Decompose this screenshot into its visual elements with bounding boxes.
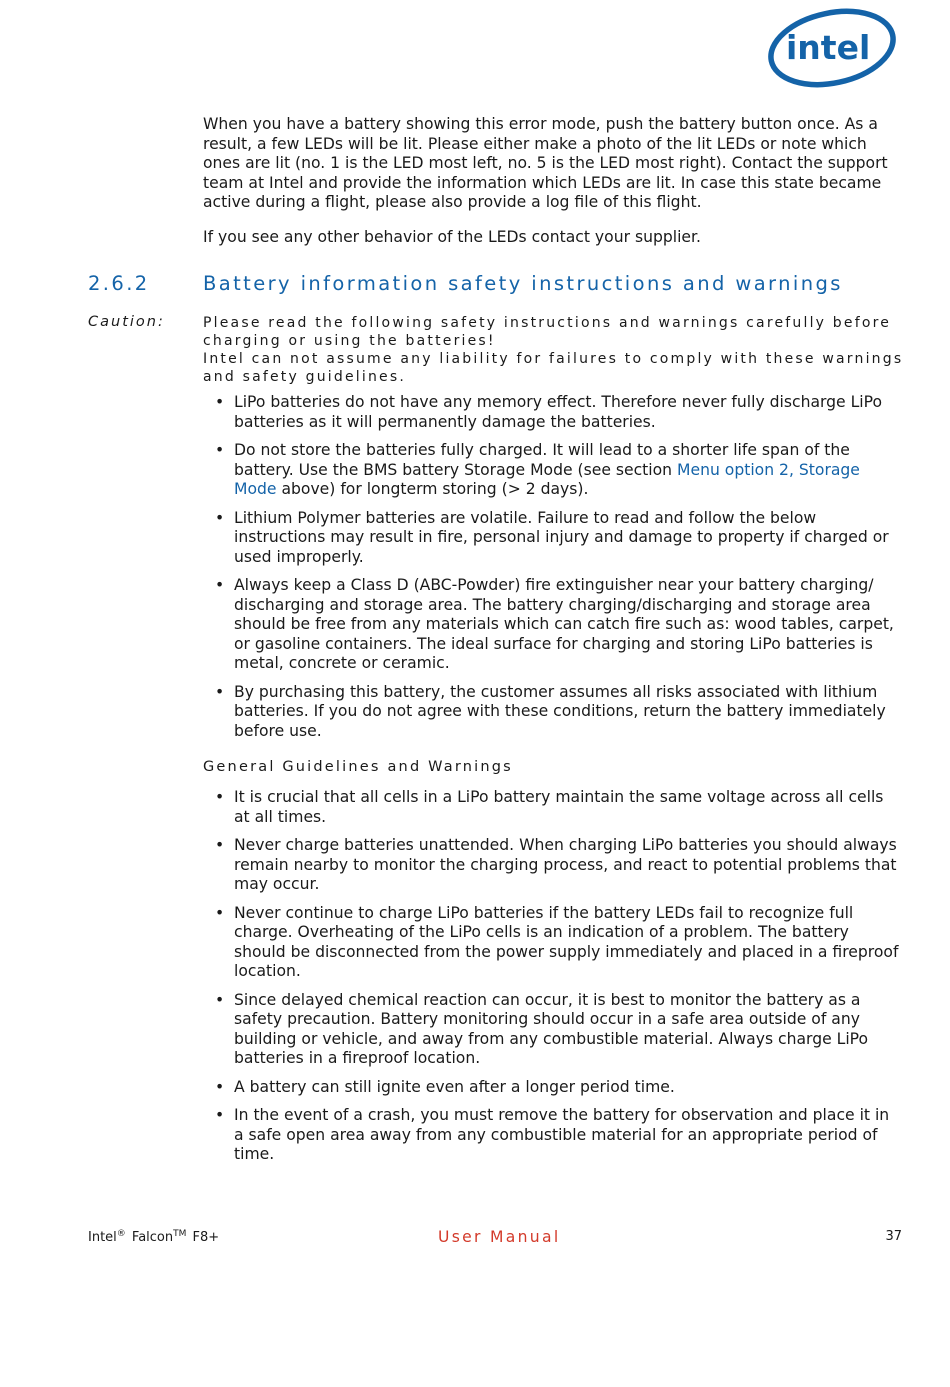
footer-title: User Manual <box>438 1228 561 1246</box>
bullet-icon: • <box>215 441 225 459</box>
bullet-icon: • <box>215 903 225 922</box>
bullet-icon: • <box>215 393 225 411</box>
list-item: • Never charge batteries unattended. When charging LiPo batteries you should always remain nearby to monitor the charging process, and react to potential problems that may occur. <box>215 836 897 893</box>
bullet-icon: • <box>215 1077 225 1096</box>
list-item: • By purchasing this battery, the customer assumes all risks associated with lithium batteries. If you do not agree with these conditions, return the battery immediately before use. <box>215 682 886 740</box>
list-item: • Never continue to charge LiPo batteries if the battery LEDs fail to recognize full charge. Overheating of the LiPo cells is an indication of a problem. The battery should be disconnected from the power supply immediately and placed in a fireproof location. <box>215 903 899 980</box>
bullet-icon: • <box>215 576 225 594</box>
caution-line: and safety guidelines. <box>203 369 406 385</box>
bullet-icon: • <box>215 788 225 806</box>
page-number: 37 <box>885 1229 902 1244</box>
intro-paragraph-1: When you have a battery showing this error mode, push the battery button once. As a result, a few LEDs will be lit. Please either make a photo of the lit LEDs or note which ones are lit (no. 1 is the LED most left, no. 5 is the LED most right). Contact the support team at Intel and provide the information which LEDs are lit. In case this state became active during a flight, please also provide a log file of this flight. <box>203 115 888 211</box>
bullet-icon: • <box>215 990 225 1009</box>
bullet-icon: • <box>215 682 225 701</box>
list-item: • Since delayed chemical reaction can occur, it is best to monitor the battery as a safety precaution. Battery monitoring should occur in a safe area outside of any building or vehicle, and away from any combustible material. Always charge LiPo batteries in a fireproof location. <box>215 990 869 1067</box>
safety-bullet-list <box>203 393 903 750</box>
bullet-icon: • <box>215 508 225 527</box>
caution-line: Intel can not assume any liability for failures to comply with these warnings <box>203 351 904 367</box>
section-number: 2.6.2 <box>88 272 150 295</box>
list-item: • A battery can still ignite even after a longer period time. <box>215 1077 675 1096</box>
guidelines-heading: General Guidelines and Warnings <box>203 759 513 775</box>
footer-product: Intel® Falcon™ F8+ <box>88 1229 220 1245</box>
list-item: • It is crucial that all cells in a LiPo battery maintain the same voltage across all cells at all times. <box>215 788 884 826</box>
intro-paragraph-2: If you see any other behavior of the LEDs contact your supplier. <box>203 228 701 246</box>
bullet-icon: • <box>215 836 225 854</box>
storage-mode-link[interactable]: Menu option 2, Storage Mode <box>234 460 860 498</box>
guidelines-bullet-list <box>203 788 903 1174</box>
logo-wordmark: intel <box>786 28 871 67</box>
list-item: • Always keep a Class D (ABC-Powder) fire extinguisher near your battery charging/ discharging and storage area. The battery charging/discharging and storage area should be free from any materials which can catch fire such as: wood tables, carpet, or gasoline containers. The ideal surface for charging and storing LiPo batteries is metal, concrete or ceramic. <box>215 576 894 672</box>
section-title: Battery information safety instructions and warnings <box>203 272 843 295</box>
list-item: • In the event of a crash, you must remove the battery for observation and place it in a safe open area away from any combustible material for an appropriate period of time. <box>215 1106 890 1163</box>
intel-logo <box>766 4 902 90</box>
section-heading <box>88 272 910 298</box>
caution-line: charging or using the batteries! <box>203 333 496 349</box>
bullet-icon: • <box>215 1106 225 1124</box>
caution-text <box>203 314 913 386</box>
list-item: • LiPo batteries do not have any memory effect. Therefore never fully discharge LiPo batteries as it will permanently damage the batteries. <box>215 393 883 431</box>
list-item: • Do not store the batteries fully charged. It will lead to a shorter life span of the battery. Use the BMS battery Storage Mode (see section Menu option 2, Storage Mode above) for longterm storing (> 2 days). <box>215 441 860 498</box>
caution-line: Please read the following safety instructions and warnings carefully before <box>203 315 892 331</box>
list-item: • Lithium Polymer batteries are volatile. Failure to read and follow the below instructions may result in fire, personal injury and damage to property if charged or used improperly. <box>215 508 889 566</box>
caution-label: Caution: <box>88 314 165 330</box>
page-footer <box>88 1228 902 1248</box>
